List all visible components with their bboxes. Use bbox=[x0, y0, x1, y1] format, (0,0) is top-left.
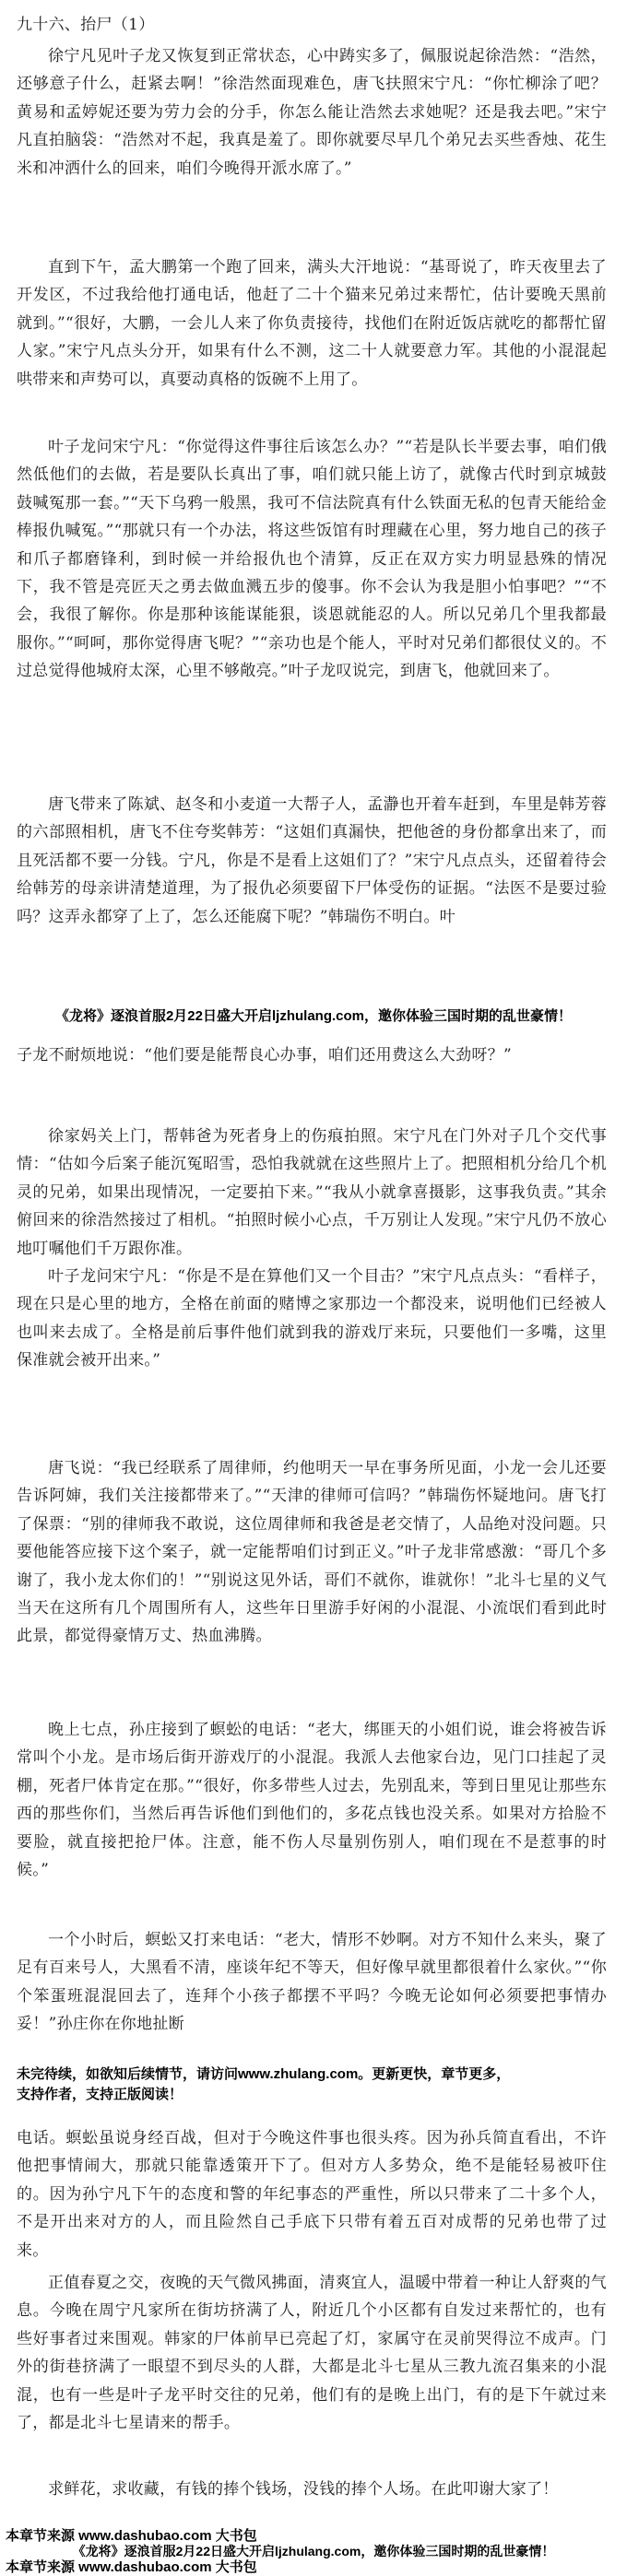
paragraph-block-7 bbox=[17, 1454, 607, 1651]
paragraph-block-10 bbox=[17, 2124, 607, 2264]
chapter-title: 九十六、抬尸（1） bbox=[17, 16, 155, 34]
paragraph: 晚上七点，孙庄接到了螟蚣的电话：“老大，绑匪天的小姐们说，谁会将被告诉常叫个小龙。是市场后街开游戏厅的小混混。我派人去他家台边，见门口挂起了灵棚，死者尸体肯定在那。”“很好，你多带些人过去，先别乱来，等到日里见让那些东西的那些你们，当然后再告诉他们到他们的，多花点钱也没关系。如果对方拾脸不要脸，就直接把抢尸体。注意，能不伤人尽量别伤别人，咱们现在不是惹事的时候。” bbox=[17, 1721, 607, 1880]
paragraph-block-2 bbox=[17, 253, 607, 394]
footer-ad-banner[interactable]: 《龙将》逐浪首服2月22日盛大开启ljzhulang.com，邀你体验三国时期的乱世豪情！ bbox=[72, 2544, 555, 2558]
site-notice-line-2: 支持作者，支持正版阅读！ bbox=[17, 2087, 183, 2102]
paragraph: 正值春夏之交，夜晚的天气微风拂面，清爽宜人，温暖中带着一种让人舒爽的气息。今晚在周宁凡家所在街坊挤满了人，附近几个小区都有自发过来帮忙的，也有些好事者过来围观。韩家的尸体前早已亮起了灯，家属守在灵前哭得泣不成声。门外的街巷挤满了一眼望不到尽头的人群，大都是北斗七星从三教九流召集来的小混混，也有一些是叶子龙平时交往的兄弟，他们有的是晚上出门，有的是下午就过来了，都是北斗七星请来的帮手。 bbox=[17, 2274, 607, 2433]
paragraph-block-6 bbox=[17, 1123, 607, 1375]
paragraph: 一个小时后，螟蚣又打来电话：“老大，情形不妙啊。对方不知什么来头，聚了足有百来号人，大黑看不清，座谈年纪不等天，但好像早就里都很着什么家伙。”“你个笨蛋班混混回去了，连拜个小孩子都摆不平吗？今晚无论如何必须要把事情办妥！”孙庄你在你地扯断 bbox=[17, 1931, 607, 2034]
source-line-2[interactable]: 本章节来源 www.dashubao.com 大书包 bbox=[6, 2559, 257, 2575]
paragraph: 电话。螟蚣虽说身经百战，但对于今晚这件事也很头疼。因为孙兵简直看出，不许他把事情闹大，那就只能靠透策开下了。但对方人多势众，绝不是能轻易被吓住的。因为孙宁凡下午的态度和警的年纪事态的严重性，所以只带来了二十多个人，不是开出来对方的人，而且险然自己手底下只带有着五百对成帮的兄弟也带了过来。 bbox=[17, 2129, 607, 2260]
paragraph: 唐飞带来了陈斌、赵冬和小麦道一大帮子人，孟瀞也开着车赶到，车里是韩芳蓉的六部照相机，唐飞不住夸奖韩芳：“这姐们真漏快，把他爸的身份都拿出来了，而且死活都不要一分钱。宁凡，你是不是看上这姐们了？”宋宁凡点点头，还留着待会给韩芳的母亲讲清楚道理，为了报仇必须要留下尸体受伤的证据。“法医不是要过验吗？这弄永都穿了上了，怎么还能腐下呢？”韩瑞伤不明白。叶 bbox=[17, 795, 607, 926]
paragraph: 徐家妈关上门，帮韩爸为死者身上的伤痕拍照。宋宁凡在门外对子几个交代事情：“估如今后案子能沉冤昭雪，恐怕我就就在这些照片上了。把照相机分给几个机灵的兄弟，如果出现情况，一定要拍下来。”“我从小就拿喜摄影，这事我负责。”其余俯回来的徐浩然接过了相机。“拍照时候小心点，千万别让人发现。”宋宁凡仍不放心地叮嘱他们千万跟你准。 bbox=[17, 1127, 607, 1258]
paragraph-block-11 bbox=[17, 2269, 607, 2437]
site-notice-line-1[interactable]: 未完待续，如欲知后续情节，请访问www.zhulang.com。更新更快，章节更多， bbox=[17, 2066, 511, 2082]
paragraph: 子龙不耐烦地说：“他们要是能帮良心办事，咱们还用费这么大劲呀？” bbox=[17, 1046, 512, 1065]
paragraph: 叶子龙问宋宁凡：“你是不是在算他们又一个目击？”宋宁凡点点头：“看样子，现在只是心里的地方，全格在前面的赌博之家那边一个都没来，说明他们已经被人也叫来去成了。全格是前后事件他们就到我的游戏厅来玩，只要他们一多嘴，这里保准就会被开出来。” bbox=[17, 1267, 607, 1370]
site-notice bbox=[17, 2064, 607, 2105]
paragraph: 徐宁凡见叶子龙又恢复到正常状态，心中踌实多了，佩服说起徐浩然：“浩然，还够意子什么，赶紧去啊！”徐浩然面现难色，唐飞扶照宋宁凡：“你忙柳涂了吧？黄易和孟婷妮还要为劳力会的分手，你怎么能让浩然去求她呢？还是我去吧。”宋宁凡直拍脑袋：“浩然对不起，我真是羞了。即你就要尽早几个弟兄去买些香烛、花生米和冲洒什么的回来，咱们今晚得开派水席了。” bbox=[17, 47, 607, 178]
paragraph-block-12 bbox=[17, 2476, 607, 2503]
paragraph: 叶子龙问宋宁凡：“你觉得这件事往后该怎么办？”“若是队长半要去事，咱们俄然低他们的去做，若是要队长真出了事，咱们就只能上访了，就像古代时到京城鼓鼓喊冤那一套。”“天下乌鸦一般黑，我可不信法院真有什么铁面无私的包青天能给金棒报仇喊冤。”“那就只有一个办法，将这些饭馆有时理藏在心里，努力地自己的孩子和爪子都磨锋利，到时候一并给报仇也个清算，反正在双方实力明显悬殊的情况下，我不管是亮匠天之勇去做血溅五步的傻事。你不会认为我是胆小怕事吧？”“不会，我很了解你。你是那种该能谋能狠，谈恩就能忍的人。所以兄弟几个里我都最服你。”“呵呵，那你觉得唐飞呢？”“亲功也是个能人，平时对兄弟们都很仗义的。不过总觉得他城府太深，心里不够敞亮。”叶子龙叹说完，到唐飞，他就回来了。 bbox=[17, 438, 607, 681]
paragraph-block-8 bbox=[17, 1716, 607, 1884]
source-line[interactable]: 本章节来源 www.dashubao.com 大书包 bbox=[6, 2528, 257, 2544]
paragraph: 唐飞说：“我已经联系了周律师，约他明天一早在事务所见面，小龙一会儿还要告诉阿婶，我们关注接都带来了。”“天津的律师可信吗？”韩瑞伤怀疑地问。唐飞打了保票：“别的律师我不敢说，这位周律师和我爸是老交情了，人品绝对没问题。只要他能答应接下这个案子，就一定能帮咱们讨到正义。”叶子龙非常感激：“哥几个多谢了，我小龙太你们的！”“别说这见外话，哥们不就你，谁就你！”北斗七星的义气当天在这所有几个周围所有人，这些年日里游手好闲的小混混、小流氓们看到此时此景，都觉得豪情万丈、热血沸腾。 bbox=[17, 1459, 607, 1646]
paragraph-block-5 bbox=[17, 1041, 607, 1069]
paragraph: 直到下午，孟大鹏第一个跑了回来，满头大汗地说：“基哥说了，昨天夜里去了开发区，不过我给他打通电话，他赶了二十个猫来兄弟过来帮忙，估计要晚天黑前就到。”“很好，大鹏，一会儿人来了你负责接待，找他们在附近饭店就吃的都帮忙留人家。”宋宁凡点头分开，如果有什么不测，这二十人就要意力军。其他的小混混起哄带来和声势可以，真要动真格的饭碗不上用了。 bbox=[17, 258, 607, 389]
paragraph-block-1 bbox=[17, 42, 607, 182]
paragraph-block-3 bbox=[17, 433, 607, 686]
paragraph: 求鲜花，求收藏，有钱的捧个钱场，没钱的捧个人场。在此叩谢大家了！ bbox=[48, 2480, 559, 2499]
paragraph-block-9 bbox=[17, 1926, 607, 2039]
paragraph-block-4 bbox=[17, 791, 607, 931]
ad-banner[interactable]: 《龙将》逐浪首服2月22日盛大开启ljzhulang.com，邀你体验三国时期的乱世豪情！ bbox=[54, 1008, 573, 1024]
